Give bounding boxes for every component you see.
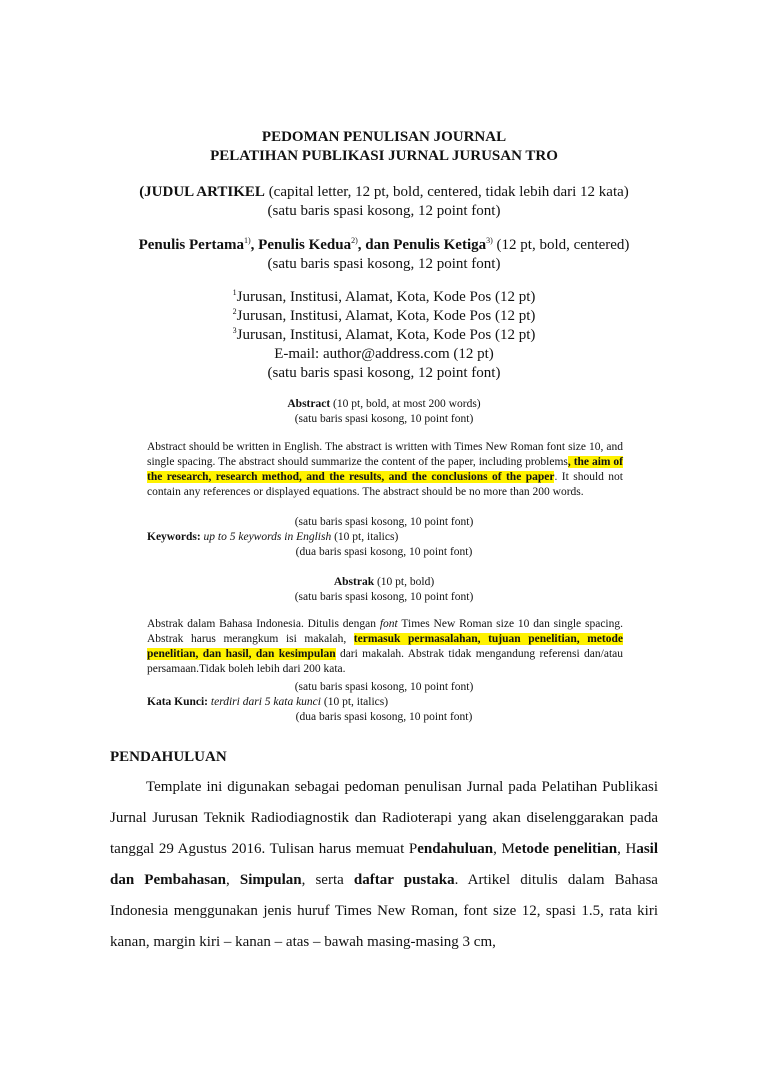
abstract-id-spacer-2: (satu baris spasi kosong, 10 point font) [294, 681, 474, 693]
article-title-instruction [0, 183, 768, 221]
abstract-id-body: Abstrak dalam Bahasa Indonesia. Ditulis dengan font Times New Roman size 10 dan single spacing. Abstrak harus merangkum isi makalah, termasuk permasalahan, tujuan penelitian, metode penelitian, dan hasil, dan kesimpulan dari makalah. Abstrak tidak mengandung referensi dan/atau persamaan.Tidak boleh lebih dari 200 kata. [147, 618, 623, 675]
email: E-mail: author@address.com (12 pt) [274, 346, 494, 362]
author-2: , Penulis Kedua [250, 237, 352, 253]
judul-label: (JUDUL ARTIKEL [139, 184, 265, 200]
author-1-sup: 1) [243, 236, 251, 245]
affiliation-1: $^1$Jurusan, Institusi, Alamat, Kota, Kode Pos (12 pt) [232, 288, 536, 305]
abstract-id-highlight: termasuk permasalahan, tujuan penelitian, metode penelitian, dan hasil, dan kesimpulan [147, 633, 623, 660]
title-line-2: PELATIHAN PUBLIKASI JURNAL JURUSAN TRO [210, 148, 558, 164]
affiliation-2: $^2$Jurusan, Institusi, Alamat, Kota, Kode Pos (12 pt) [232, 307, 536, 324]
abstract-en-spacer-3: (dua baris spasi kosong, 10 point font) [295, 546, 473, 558]
author-1: Penulis Pertama [138, 237, 244, 253]
kata-kunci-line: Kata Kunci: terdiri dari 5 kata kunci (10 pt, italics) [147, 696, 389, 708]
abstract-en-spacer-2: (satu baris spasi kosong, 10 point font) [294, 516, 474, 528]
abstract-id-heading: Abstrak (10 pt, bold) (satu baris spasi kosong, 10 point font) [0, 575, 768, 605]
abstract-en-highlight: , the aim of the research, research method, and the results, and the conclusions of the paper [147, 456, 624, 483]
abstract-en-heading: Abstract (10 pt, bold, at most 200 words) (satu baris spasi kosong, 10 point font) [0, 397, 768, 427]
keywords-line: Keywords: up to 5 keywords in English (10 pt, italics) [147, 531, 399, 543]
abstract-id-spacer-3: (dua baris spasi kosong, 10 point font) [295, 711, 473, 723]
authors-block [0, 236, 768, 274]
authors-spacer: (satu baris spasi kosong, 12 point font) [267, 256, 501, 272]
author-3: , dan Penulis Ketiga [357, 237, 487, 253]
document-title [0, 128, 768, 166]
pendahuluan-paragraph: Template ini digunakan sebagai pedoman penulisan Jurnal pada Pelatihan Publikasi Jurnal Jurusan Teknik Radiodiagnostik dan Radioterapi yang akan diselenggarakan pada tanggal 29 Agustus 2016. Tulisan harus memuat Pendahuluan, Metode penelitian, Hasil dan Pembahasan, Simpulan, serta daftar pustaka. Artikel ditulis dalam Bahasa Indonesia menggunakan jenis huruf Times New Roman, font size 12, spasi 1.5, rata kiri kanan, margin kiri – kanan – atas – bawah masing-masing 3 cm, [110, 779, 659, 950]
affiliation-3: $^3$Jurusan, Institusi, Alamat, Kota, Kode Pos (12 pt) [232, 326, 536, 343]
affiliations-spacer: (satu baris spasi kosong, 12 point font) [267, 365, 501, 381]
title-line-1: PEDOMAN PENULISAN JOURNAL [261, 129, 507, 145]
author-3-sup: 3) [486, 236, 493, 245]
abstract-en-spacer: (satu baris spasi kosong, 10 point font) [294, 413, 474, 425]
affiliations-block [0, 288, 768, 383]
abstract-id-spacer: (satu baris spasi kosong, 10 point font) [294, 591, 474, 603]
abstract-en-body: Abstract should be written in English. The abstract is written with Times New Roman font size 10, and single spacing. The abstract should summarize the content of the paper, including problems, the aim of the research, research method, and the results, and the conclusions of the paper. It should not contain any references or displayed equations. The abstract should be no more than 200 words. [147, 441, 624, 498]
authors-note: (12 pt, bold, centered) [492, 237, 630, 253]
author-2-sup: 2) [351, 236, 358, 245]
judul-spacer: (satu baris spasi kosong, 12 point font) [267, 203, 501, 219]
section-heading-pendahuluan: PENDAHULUAN [110, 749, 227, 765]
judul-note: (capital letter, 12 pt, bold, centered, tidak lebih dari 12 kata) [264, 184, 629, 200]
